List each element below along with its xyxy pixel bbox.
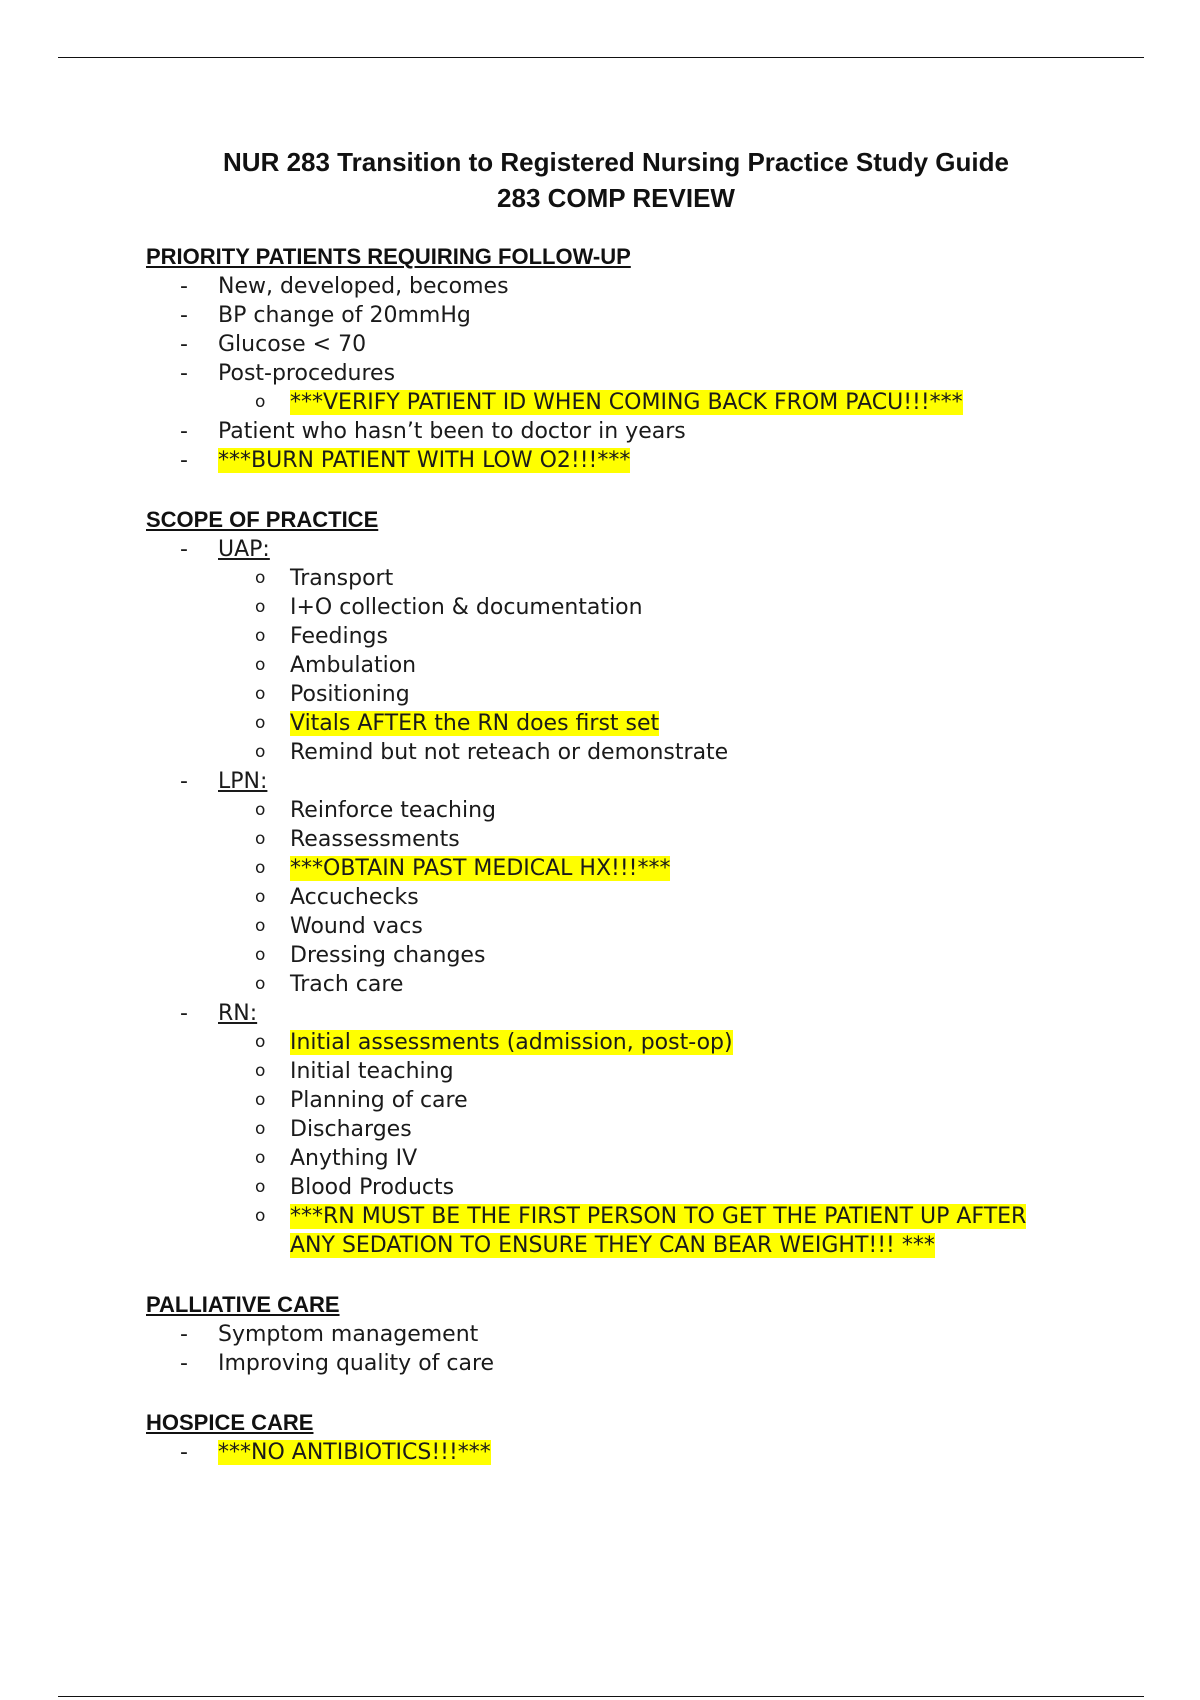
priority-list bbox=[146, 272, 1076, 475]
item-text: Reassessments bbox=[290, 827, 460, 852]
list-item bbox=[146, 1202, 1076, 1260]
list-item bbox=[146, 622, 1076, 651]
circle-marker: o bbox=[255, 1032, 266, 1052]
item-text: Positioning bbox=[290, 682, 410, 707]
list-item bbox=[146, 1438, 1076, 1467]
circle-marker: o bbox=[255, 597, 266, 617]
circle-marker: o bbox=[255, 887, 266, 907]
list-item bbox=[146, 970, 1076, 999]
title-line-1: NUR 283 Transition to Registered Nursing Practice Study Guide bbox=[223, 147, 1009, 177]
list-item bbox=[146, 912, 1076, 941]
item-text: I+O collection & documentation bbox=[290, 595, 643, 620]
item-text: BP change of 20mmHg bbox=[218, 303, 471, 328]
list-item bbox=[146, 1115, 1076, 1144]
uap-sublist bbox=[218, 564, 1076, 767]
list-item bbox=[146, 796, 1076, 825]
spacer bbox=[146, 475, 1076, 505]
list-item bbox=[146, 359, 1076, 417]
item-text: Planning of care bbox=[290, 1088, 468, 1113]
highlighted-text: ***VERIFY PATIENT ID WHEN COMING BACK FROM PACU!!!*** bbox=[290, 390, 963, 415]
uap-label: UAP: bbox=[218, 537, 270, 562]
dash-marker: - bbox=[180, 769, 188, 794]
list-item bbox=[146, 680, 1076, 709]
item-text: Patient who hasn’t been to doctor in years bbox=[218, 419, 686, 444]
circle-marker: o bbox=[255, 945, 266, 965]
list-item bbox=[146, 1086, 1076, 1115]
list-item bbox=[146, 446, 1076, 475]
circle-marker: o bbox=[255, 684, 266, 704]
circle-marker: o bbox=[255, 1177, 266, 1197]
dash-marker: - bbox=[180, 1440, 188, 1465]
list-item bbox=[146, 1349, 1076, 1378]
item-text: Wound vacs bbox=[290, 914, 423, 939]
item-text: Symptom management bbox=[218, 1322, 479, 1347]
lpn-sublist bbox=[218, 796, 1076, 999]
list-item-lpn bbox=[146, 767, 1076, 999]
circle-marker: o bbox=[255, 1090, 266, 1110]
circle-marker: o bbox=[255, 655, 266, 675]
item-text: Dressing changes bbox=[290, 943, 486, 968]
item-text: Feedings bbox=[290, 624, 388, 649]
spacer bbox=[146, 1378, 1076, 1408]
circle-marker: o bbox=[255, 1119, 266, 1139]
palliative-heading: PALLIATIVE CARE bbox=[146, 1292, 340, 1317]
list-item bbox=[146, 417, 1076, 446]
palliative-list bbox=[146, 1320, 1076, 1378]
circle-marker: o bbox=[255, 858, 266, 878]
circle-marker: o bbox=[255, 713, 266, 733]
item-text: Accuchecks bbox=[290, 885, 419, 910]
circle-marker: o bbox=[255, 829, 266, 849]
item-text: Remind but not reteach or demonstrate bbox=[290, 740, 729, 765]
dash-marker: - bbox=[180, 419, 188, 444]
dash-marker: - bbox=[180, 361, 188, 386]
top-rule bbox=[58, 57, 1144, 58]
bottom-rule bbox=[58, 1696, 1144, 1697]
list-item bbox=[146, 1144, 1076, 1173]
dash-marker: - bbox=[180, 448, 188, 473]
highlighted-text: Vitals AFTER the RN does first set bbox=[290, 711, 660, 736]
circle-marker: o bbox=[255, 742, 266, 762]
item-text: Post-procedures bbox=[218, 361, 396, 386]
list-item bbox=[146, 301, 1076, 330]
dash-marker: - bbox=[180, 1351, 188, 1376]
list-item bbox=[146, 388, 1076, 417]
item-text: New, developed, becomes bbox=[218, 274, 509, 299]
item-text: Improving quality of care bbox=[218, 1351, 495, 1376]
highlighted-text: ***NO ANTIBIOTICS!!!*** bbox=[218, 1440, 491, 1465]
document-title bbox=[0, 144, 1200, 216]
list-item bbox=[146, 854, 1076, 883]
list-item bbox=[146, 651, 1076, 680]
post-procedures-sublist bbox=[218, 388, 1076, 417]
list-item bbox=[146, 272, 1076, 301]
list-item bbox=[146, 738, 1076, 767]
list-item bbox=[146, 941, 1076, 970]
spacer bbox=[146, 1260, 1076, 1290]
dash-marker: - bbox=[180, 1322, 188, 1347]
list-item bbox=[146, 330, 1076, 359]
item-text: Initial teaching bbox=[290, 1059, 454, 1084]
circle-marker: o bbox=[255, 626, 266, 646]
dash-marker: - bbox=[180, 332, 188, 357]
title-line-2: 283 COMP REVIEW bbox=[497, 183, 735, 213]
lpn-label: LPN: bbox=[218, 769, 268, 794]
circle-marker: o bbox=[255, 974, 266, 994]
scope-list bbox=[146, 535, 1076, 1260]
dash-marker: - bbox=[180, 1001, 188, 1026]
list-item-uap bbox=[146, 535, 1076, 767]
dash-marker: - bbox=[180, 303, 188, 328]
list-item bbox=[146, 593, 1076, 622]
rn-sublist bbox=[218, 1028, 1076, 1260]
circle-marker: o bbox=[255, 916, 266, 936]
item-text: Ambulation bbox=[290, 653, 417, 678]
highlighted-text: Initial assessments (admission, post-op) bbox=[290, 1030, 733, 1055]
item-text: Discharges bbox=[290, 1117, 412, 1142]
scope-heading: SCOPE OF PRACTICE bbox=[146, 507, 379, 532]
hospice-list bbox=[146, 1438, 1076, 1467]
list-item bbox=[146, 1320, 1076, 1349]
list-item bbox=[146, 1028, 1076, 1057]
item-text: Anything IV bbox=[290, 1146, 418, 1171]
list-item bbox=[146, 1057, 1076, 1086]
item-text: Reinforce teaching bbox=[290, 798, 496, 823]
highlighted-text: ***RN MUST BE THE FIRST PERSON TO GET THE PATIENT UP AFTER ANY SEDATION TO ENSURE THEY CAN BEAR WEIGHT!!! *** bbox=[290, 1204, 1027, 1258]
rn-label: RN: bbox=[218, 1001, 258, 1026]
list-item bbox=[146, 1173, 1076, 1202]
item-text: Glucose < 70 bbox=[218, 332, 367, 357]
highlighted-text: ***OBTAIN PAST MEDICAL HX!!!*** bbox=[290, 856, 671, 881]
list-item bbox=[146, 883, 1076, 912]
list-item bbox=[146, 709, 1076, 738]
document-body bbox=[146, 242, 1076, 1467]
circle-marker: o bbox=[255, 392, 266, 412]
circle-marker: o bbox=[255, 1206, 266, 1226]
highlighted-text: ***BURN PATIENT WITH LOW O2!!!*** bbox=[218, 448, 631, 473]
circle-marker: o bbox=[255, 800, 266, 820]
dash-marker: - bbox=[180, 274, 188, 299]
circle-marker: o bbox=[255, 1061, 266, 1081]
item-text: Transport bbox=[290, 566, 394, 591]
list-item bbox=[146, 825, 1076, 854]
item-text: Blood Products bbox=[290, 1175, 455, 1200]
circle-marker: o bbox=[255, 1148, 266, 1168]
list-item-rn bbox=[146, 999, 1076, 1260]
list-item bbox=[146, 564, 1076, 593]
priority-heading: PRIORITY PATIENTS REQUIRING FOLLOW-UP bbox=[146, 244, 631, 269]
circle-marker: o bbox=[255, 568, 266, 588]
dash-marker: - bbox=[180, 537, 188, 562]
item-text: Trach care bbox=[290, 972, 404, 997]
hospice-heading: HOSPICE CARE bbox=[146, 1410, 314, 1435]
